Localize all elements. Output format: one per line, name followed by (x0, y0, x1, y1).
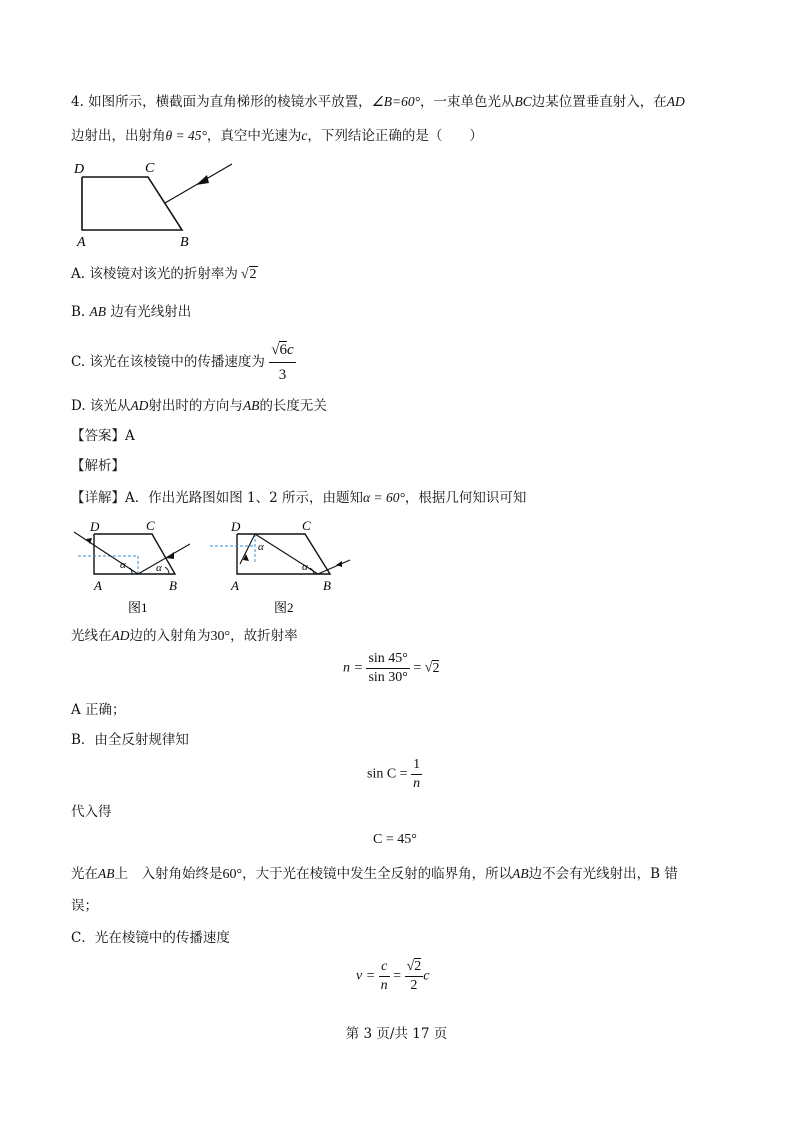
equation-2: sin C = $\frac{1}{n}$ (367, 757, 421, 791)
a-correct: A 正确； (71, 702, 126, 718)
incidence-line: 光线在AD边的入射角为30°，故折射率 (71, 628, 298, 644)
svg-text:D: D (90, 519, 100, 534)
equation-1: n = $\frac{\sin 45^\circ}{\sin 30^\circ}$ = √2 (343, 651, 440, 685)
b-intro: B．由全反射规律知 (71, 732, 189, 748)
option-a: A. 该棱镜对该光的折射率为 √2 (71, 266, 257, 282)
caption-fig2: 图2 (274, 600, 294, 615)
label-d: D (74, 162, 85, 177)
svg-text:α: α (120, 559, 126, 571)
substitute: 代入得 (71, 804, 112, 820)
option-d: D. 该光从AD射出时的方向与AB的长度无关 (71, 398, 327, 414)
label-a: A (77, 235, 86, 250)
svg-text:α: α (156, 562, 162, 574)
svg-text:α: α (302, 561, 308, 573)
option-c: C. 该光在该棱镜中的传播速度为 $\frac{√6c}{3}$ (71, 338, 296, 387)
detail-line: 【详解】A．作出光路图如图 1、2 所示，由题知α = 60°，根据几何知识可知 (71, 490, 527, 506)
svg-text:B: B (169, 578, 177, 593)
question-line-2: 边射出，出射角θ = 45°，真空中光速为c，下列结论正确的是（ ） (71, 128, 483, 144)
analysis-label: 【解析】 (71, 458, 125, 474)
figure-2 (210, 516, 360, 616)
option-b: B. AB 边有光线射出 (71, 304, 192, 320)
prism-figure-main (70, 155, 240, 250)
label-c: C (145, 161, 155, 176)
b-reason-line-1: 光在AB上 入射角始终是60°，大于光在棱镜中发生全反射的临界角，所以AB边不会有光线射出，B 错 (71, 866, 678, 882)
answer: 【答案】A (71, 428, 135, 444)
figure-1 (70, 516, 190, 616)
svg-text:A: A (94, 578, 102, 593)
label-b: B (180, 235, 189, 250)
equation-4: v = $\frac{c}{n}$ = $\frac{√2}{2}$ c (356, 959, 430, 993)
theta-value: θ = 45° (165, 128, 207, 143)
caption-fig1: 图1 (128, 600, 148, 615)
b-reason-line-2: 误； (71, 898, 98, 914)
equation-3: C = 45° (373, 832, 417, 847)
angle-b: ∠B=60° (371, 94, 421, 109)
svg-text:A: A (231, 578, 239, 593)
svg-text:C: C (302, 518, 311, 533)
svg-text:C: C (146, 518, 155, 533)
c-intro: C．光在棱镜中的传播速度 (71, 930, 230, 946)
svg-text:α: α (258, 541, 264, 553)
svg-text:D: D (231, 519, 241, 534)
question-line-1: 4. 如图所示，横截面为直角梯形的棱镜水平放置，∠B=60°，一束单色光从BC边某位置垂直射入，在AD (71, 94, 685, 110)
svg-text:B: B (323, 578, 331, 593)
page-footer: 第 3 页/共 17 页 (345, 1026, 448, 1042)
